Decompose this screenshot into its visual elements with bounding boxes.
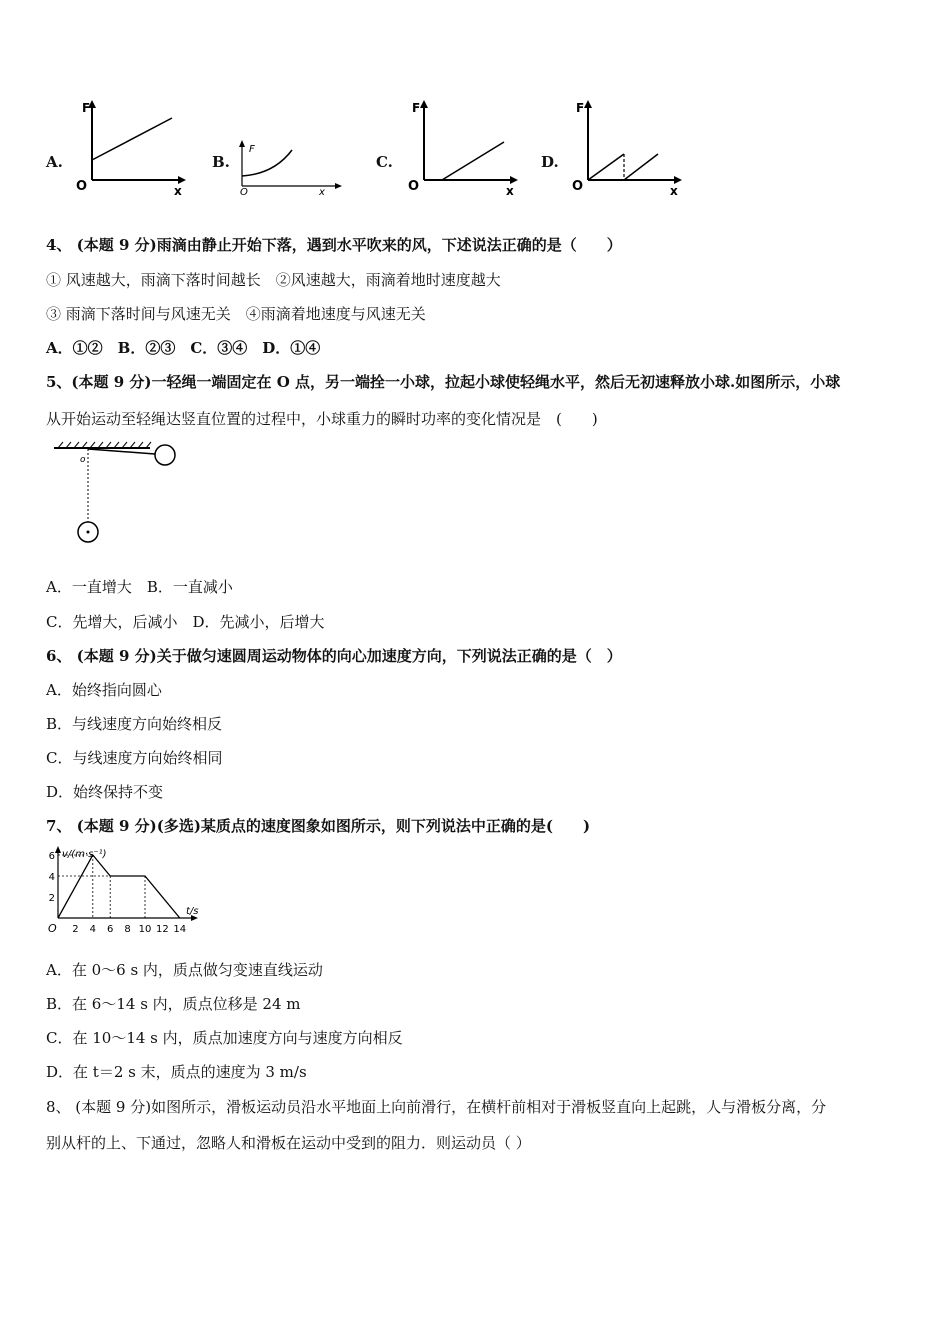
graph-a-label: A. bbox=[46, 153, 63, 171]
velocity-time-chart bbox=[44, 846, 214, 938]
graph-a-x-label: x bbox=[174, 184, 182, 198]
series-line-velocity bbox=[58, 855, 180, 918]
q5-options-2: C．先增大，后减小 D．先减小，后增大 bbox=[46, 613, 325, 631]
graph-d-y-label: F bbox=[576, 101, 585, 115]
pivot-label: o bbox=[80, 455, 86, 465]
q4-stem: 4、 (本题 9 分)雨滴由静止开始下落，遇到水平吹来的风，下述说法正确的是（ ） bbox=[46, 236, 622, 254]
graph-a-y-label: F bbox=[82, 101, 91, 115]
graph-b bbox=[234, 138, 344, 198]
x-tick-4: 4 bbox=[89, 924, 96, 935]
q5-stem-line-1: 5、(本题 9 分)一轻绳一端固定在 O 点，另一端拴一小球，拉起小球使轻绳水平，然后无初速释放小球.如图所示，小球 bbox=[46, 373, 841, 391]
graph-c bbox=[402, 98, 522, 198]
graph-c-origin: O bbox=[408, 179, 420, 194]
q4-statement-2: ③ 雨滴下落时间与风速无关 ④雨滴着地速度与风速无关 bbox=[46, 305, 426, 323]
x-tick-10: 10 bbox=[138, 924, 152, 935]
y-tick-2: 2 bbox=[48, 893, 55, 904]
q6-stem: 6、 (本题 9 分)关于做匀速圆周运动物体的向心加速度方向，下列说法正确的是（ ） bbox=[46, 647, 622, 665]
q8-stem-line-2: 别从杆的上、下通过，忽略人和滑板在运动中受到的阻力．则运动员（ ） bbox=[46, 1134, 531, 1152]
q7-option-c: C．在 10～14 s 内，质点加速度方向与速度方向相反 bbox=[46, 1029, 403, 1047]
graph-a-origin: O bbox=[76, 179, 88, 194]
q4-options: A．①② B．②③ C．③④ D．①④ bbox=[46, 339, 321, 357]
pendulum-diagram bbox=[50, 440, 190, 550]
x-tick-6: 6 bbox=[107, 924, 114, 935]
chart-origin: O bbox=[48, 922, 57, 935]
q7-stem: 7、 (本题 9 分)(多选)某质点的速度图象如图所示，则下列说法中正确的是( ) bbox=[46, 817, 591, 835]
graph-d-origin: O bbox=[572, 179, 584, 194]
q6-option-c: C．与线速度方向始终相同 bbox=[46, 749, 223, 767]
graph-d-label: D. bbox=[541, 153, 559, 171]
x-tick-8: 8 bbox=[124, 924, 131, 935]
graph-b-label: B. bbox=[212, 153, 230, 171]
graph-b-origin: O bbox=[240, 187, 248, 198]
chart-x-label: t/s bbox=[186, 906, 199, 917]
q7-option-a: A．在 0～6 s 内，质点做匀变速直线运动 bbox=[46, 961, 323, 979]
q6-option-d: D．始终保持不变 bbox=[46, 783, 164, 801]
y-tick-4: 4 bbox=[48, 872, 55, 883]
graph-c-x-label: x bbox=[506, 184, 514, 198]
chart-y-label: v/(m·s⁻¹) bbox=[62, 849, 107, 860]
x-tick-14: 14 bbox=[173, 924, 187, 935]
q7-option-d: D．在 t＝2 s 末，质点的速度为 3 m/s bbox=[46, 1063, 307, 1081]
q6-option-b: B．与线速度方向始终相反 bbox=[46, 715, 223, 733]
graph-d bbox=[566, 98, 686, 198]
graph-d-x-label: x bbox=[670, 184, 678, 198]
x-tick-12: 12 bbox=[156, 924, 169, 935]
q7-option-b: B．在 6～14 s 内，质点位移是 24 m bbox=[46, 995, 301, 1013]
q5-options-1: A．一直增大 B．一直减小 bbox=[46, 578, 233, 596]
x-tick-2: 2 bbox=[72, 924, 79, 935]
q5-stem-line-2: 从开始运动至轻绳达竖直位置的过程中，小球重力的瞬时功率的变化情况是 ( ) bbox=[46, 410, 598, 428]
graph-c-y-label: F bbox=[412, 101, 421, 115]
q8-stem-line-1: 8、 (本题 9 分)如图所示，滑板运动员沿水平地面上向前滑行，在横杆前相对于滑板竖直向上起跳，人与滑板分离，分 bbox=[46, 1098, 827, 1116]
graph-b-x-label: x bbox=[319, 187, 325, 198]
graph-c-label: C. bbox=[376, 153, 393, 171]
chart-y-arrow bbox=[55, 846, 61, 853]
y-tick-6: 6 bbox=[48, 851, 55, 862]
q6-option-a: A．始终指向圆心 bbox=[46, 681, 162, 699]
q4-statement-1: ① 风速越大，雨滴下落时间越长 ②风速越大，雨滴着地时速度越大 bbox=[46, 271, 501, 289]
graph-a bbox=[70, 98, 190, 198]
graph-b-y-label: F bbox=[249, 144, 255, 155]
